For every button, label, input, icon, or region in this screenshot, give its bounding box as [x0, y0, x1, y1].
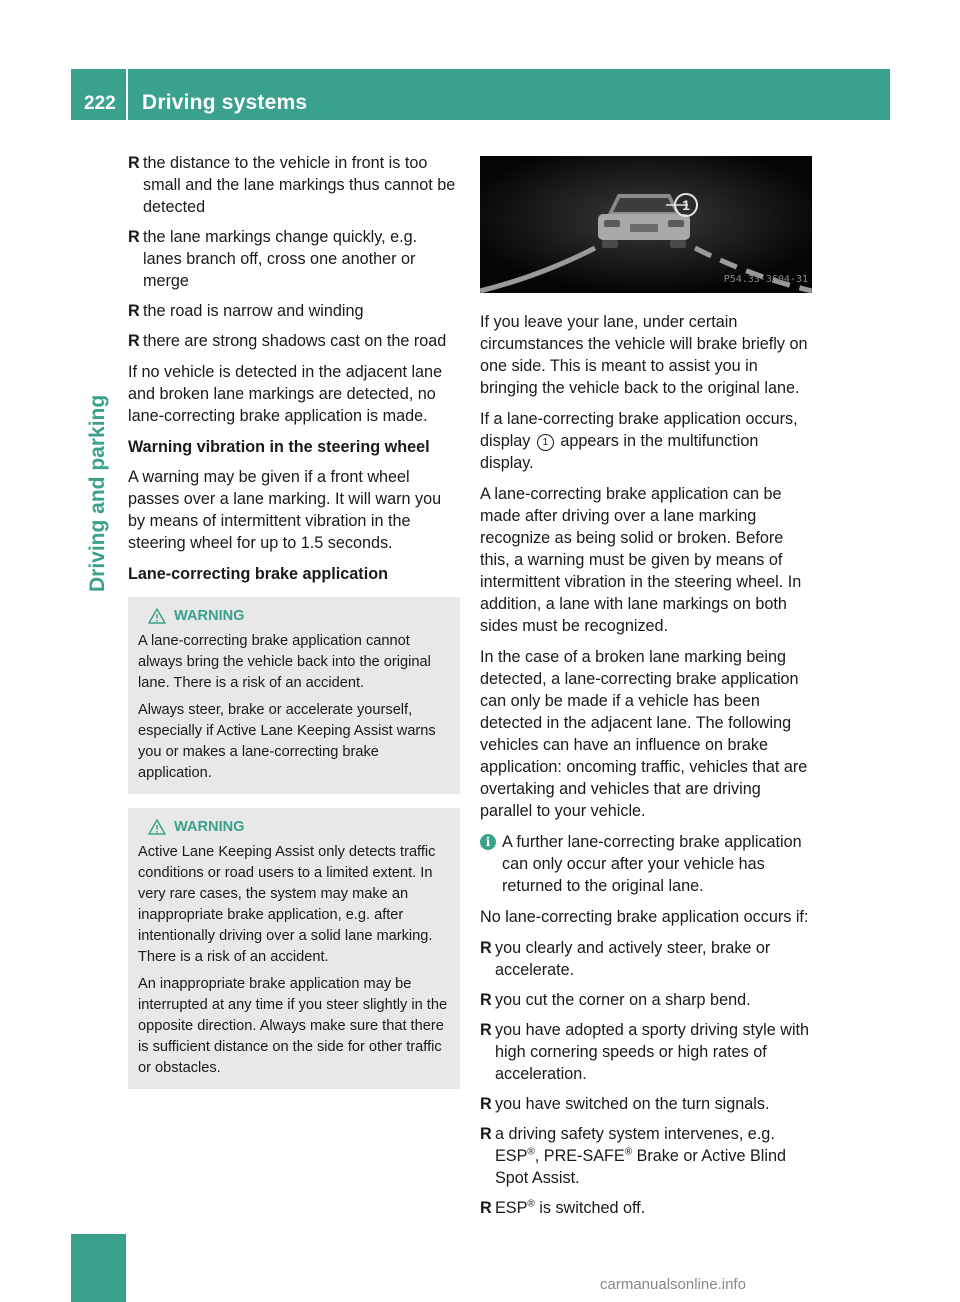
left-column	[128, 152, 460, 1089]
section-title: Driving systems	[142, 91, 308, 114]
display-illustration	[480, 156, 812, 293]
paragraph: A lane-correcting brake application can be made after driving over a lane marking recognize as being solid or broken. Before this, a warning must be given by means of intermittent vibration in the steering wheel. In addition, a lane with lane markings on both sides must be recognized.	[480, 485, 802, 635]
warning-text: Active Lane Keeping Assist only detects traffic conditions or road users to a limited extent. In very rare cases, the system may make an inappropriate brake application, e.g. after intentionally driving over a solid lane marking. There is a risk of an accident.	[138, 844, 436, 965]
heading-lane-correcting: Lane-correcting brake application	[128, 565, 388, 583]
info-note	[480, 831, 814, 897]
callout-number: 1	[682, 197, 690, 213]
list-item: R a driving safety system intervenes, e.g. ESP®, PRE-SAFE® Brake or Active Blind Spot Assist.	[480, 1125, 786, 1187]
callout-1-icon: 1	[537, 434, 554, 451]
watermark: carmanualsonline.info	[600, 1276, 746, 1293]
paragraph: If a lane-correcting brake application occurs, display 1 appears in the multifunction display.	[480, 410, 798, 472]
warning-box	[128, 808, 460, 1089]
page-number: 222	[84, 93, 116, 114]
heading-warning-vibration: Warning vibration in the steering wheel	[128, 438, 430, 456]
right-column	[480, 152, 814, 1228]
list-item: R you have switched on the turn signals.	[480, 1095, 770, 1113]
warning-triangle-icon	[148, 608, 166, 624]
list-item: R ESP® is switched off.	[480, 1198, 646, 1217]
figure-code: P54.33-3604-31	[723, 274, 808, 285]
warning-label: WARNING	[174, 818, 245, 835]
warning-triangle-icon	[148, 819, 166, 835]
list-item: R the lane markings change quickly, e.g. lanes branch off, cross one another or merge	[128, 228, 418, 290]
info-icon: i	[480, 834, 496, 850]
side-tab-marker	[71, 1234, 126, 1302]
paragraph: In the case of a broken lane marking being detected, a lane-correcting brake application can only be made if a vehicle has been detected in the adjacent lane. The following vehicles can have an influence on brake application: oncoming traffic, vehicles that are overtaking and vehicles that are driving parallel to your vehicle.	[480, 648, 808, 820]
paragraph: If no vehicle is detected in the adjacent lane and broken lane markings are detected, no lane-correcting brake application is made.	[128, 363, 443, 425]
no-brake-conditions-list	[480, 937, 814, 1219]
side-tab-label: Driving and parking	[86, 394, 109, 592]
warning-header	[138, 812, 450, 842]
warning-box	[128, 597, 460, 794]
list-item: R you clearly and actively steer, brake or accelerate.	[480, 939, 771, 979]
paragraph: A warning may be given if a front wheel passes over a lane marking. It will warn you by means of intermittent vibration in the steering wheel for up to 1.5 seconds.	[128, 468, 442, 552]
list-item: R the road is narrow and winding	[128, 302, 364, 320]
list-item: R you cut the corner on a sharp bend.	[480, 991, 751, 1009]
warning-header	[138, 601, 450, 631]
list-item: R the distance to the vehicle in front is too small and the lane markings thus cannot be detected	[128, 154, 456, 216]
paragraph: If you leave your lane, under certain circumstances the vehicle will brake briefly on one side. This is meant to assist you in bringing the vehicle back to the original lane.	[480, 313, 808, 397]
side-tab	[86, 362, 110, 592]
list-item: R you have adopted a sporty driving style with high cornering speeds or high rates of acceleration.	[480, 1021, 810, 1083]
warning-text: Always steer, brake or accelerate yourself, especially if Active Lane Keeping Assist warns you or makes a lane-correcting brake application.	[138, 702, 436, 781]
list-item: R there are strong shadows cast on the road	[128, 332, 447, 350]
conditions-list	[128, 152, 460, 352]
paragraph: No lane-correcting brake application occurs if:	[480, 908, 809, 926]
warning-text: A lane-correcting brake application cannot always bring the vehicle back into the original lane. There is a risk of an accident.	[138, 633, 431, 691]
info-text: A further lane-correcting brake application can only occur after your vehicle has returned to the original lane.	[502, 833, 802, 895]
warning-text: An inappropriate brake application may be interrupted at any time if you steer slightly in the opposite direction. Always make sure that there is sufficient distance on the side for other traffic or obstacles.	[138, 976, 448, 1076]
header-divider	[126, 69, 128, 120]
warning-label: WARNING	[174, 607, 245, 624]
